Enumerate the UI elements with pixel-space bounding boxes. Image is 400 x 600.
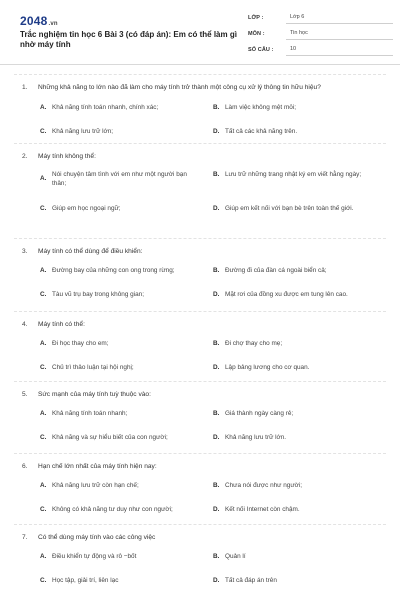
- meta-row-class: [248, 10, 393, 26]
- option-letter: B.: [213, 104, 220, 111]
- answer-option-b[interactable]: [213, 267, 383, 276]
- answer-option-c[interactable]: [40, 577, 210, 586]
- answer-option-c[interactable]: [40, 205, 202, 214]
- option-text: Đi chợ thay cho mẹ;: [225, 340, 283, 347]
- answer-option-c[interactable]: [40, 291, 210, 300]
- meta-label: SỐ CÂU :: [248, 47, 274, 53]
- option-letter: D.: [213, 291, 220, 298]
- option-letter: D.: [213, 128, 220, 135]
- option-text: Khả năng lưu trữ lớn;: [52, 128, 114, 135]
- option-text: Lưu trữ những trang nhật ký em viết hằng ngày;: [225, 171, 362, 178]
- option-text: Khả năng lưu trữ lớn.: [225, 434, 287, 441]
- option-text: Khả năng tính toán nhanh;: [52, 410, 128, 417]
- answer-option-d[interactable]: [213, 434, 383, 443]
- meta-value: Tin học: [286, 29, 393, 40]
- option-text: Điều khiển tự động và rô −bốt: [52, 553, 137, 560]
- question-number: 6.: [22, 463, 28, 470]
- logo-text: 2048: [20, 14, 48, 28]
- question-text: [22, 390, 382, 399]
- option-letter: B.: [213, 553, 220, 560]
- question-label: Máy tính có thể dùng để điều khiển:: [38, 248, 143, 255]
- answer-option-d[interactable]: [213, 128, 383, 137]
- answer-option-b[interactable]: [213, 104, 383, 113]
- meta-label: MÔN :: [248, 31, 265, 37]
- answer-option-a[interactable]: [40, 104, 210, 113]
- question-label: Máy tính có thể:: [38, 321, 85, 328]
- answer-option-b[interactable]: [213, 340, 383, 349]
- answer-option-c[interactable]: [40, 364, 210, 373]
- option-letter: D.: [213, 577, 220, 584]
- answer-option-b[interactable]: [213, 410, 383, 419]
- option-text: Tàu vũ trụ bay trong không gian;: [52, 291, 145, 298]
- option-letter: A.: [40, 340, 47, 347]
- meta-value: 10: [286, 45, 393, 56]
- question-label: Có thể dùng máy tính vào các công việc: [38, 534, 156, 541]
- option-letter: C.: [40, 506, 47, 513]
- option-letter: D.: [213, 506, 220, 513]
- option-letter: C.: [40, 291, 47, 298]
- question-number: 1.: [22, 84, 28, 91]
- question-number: 3.: [22, 248, 28, 255]
- option-letter: B.: [213, 267, 220, 274]
- question-label: Máy tính không thể:: [38, 153, 96, 160]
- answer-option-c[interactable]: [40, 128, 210, 137]
- answer-option-a[interactable]: [40, 410, 210, 419]
- question-text: [22, 533, 382, 542]
- option-text: Quản lí: [225, 553, 246, 560]
- question-divider: [14, 381, 386, 382]
- option-letter: A.: [40, 482, 47, 489]
- option-letter: A.: [40, 267, 47, 274]
- site-logo[interactable]: [20, 14, 58, 28]
- question-text: [22, 247, 382, 256]
- page-title: Trắc nghiệm tin học 6 Bài 3 (có đáp án): Em có thể làm gì nhờ máy tính: [20, 30, 237, 49]
- option-letter: C.: [40, 205, 47, 212]
- question-divider: [14, 311, 386, 312]
- option-text: Khả năng lưu trữ còn hạn chế;: [52, 482, 139, 489]
- option-text: Làm việc không mệt mỏi;: [225, 104, 297, 111]
- option-text: Khả năng và sự hiểu biết của con người;: [52, 434, 168, 441]
- answer-option-a[interactable]: [40, 482, 210, 491]
- option-text: Không có khả năng tư duy như con người;: [52, 506, 173, 513]
- answer-option-c[interactable]: [40, 506, 210, 515]
- page-header: [0, 0, 400, 65]
- answer-option-a[interactable]: [40, 340, 210, 349]
- meta-row-count: [248, 42, 393, 58]
- option-text: Tất cả các khả năng trên.: [225, 128, 298, 135]
- option-text: Giúp em kết nối với bạn bè trên toàn thế giới.: [225, 205, 354, 212]
- option-letter: A.: [40, 104, 47, 111]
- answer-option-d[interactable]: [213, 291, 383, 300]
- answer-option-b[interactable]: [213, 553, 383, 562]
- option-text: Học tập, giải trí, liên lạc: [52, 577, 119, 584]
- option-text: Đường đi của đàn cá ngoài biển cả;: [225, 267, 327, 274]
- question-text: [22, 83, 382, 92]
- question-label: Những khả năng to lớn nào đã làm cho máy tính trở thành một công cụ xử lý thông tin hữu hiệu?: [38, 84, 321, 91]
- answer-option-a[interactable]: [40, 171, 202, 188]
- question-label: Hạn chế lớn nhất của máy tính hiện nay:: [38, 463, 157, 470]
- option-text: Chủ trì thảo luận tại hội nghị;: [52, 364, 134, 371]
- option-letter: D.: [213, 434, 220, 441]
- option-text: Đi học thay cho em;: [52, 340, 109, 347]
- question-divider: [14, 453, 386, 454]
- option-text: Giá thành ngày càng rẻ;: [225, 410, 294, 417]
- option-letter: A.: [40, 553, 47, 560]
- option-letter: D.: [213, 364, 220, 371]
- answer-option-b[interactable]: [213, 171, 375, 180]
- question-divider: [14, 524, 386, 525]
- option-letter: A.: [40, 175, 47, 183]
- answer-option-a[interactable]: [40, 553, 210, 562]
- option-text: Khả năng tính toán nhanh, chính xác;: [52, 104, 159, 111]
- option-letter: B.: [213, 340, 220, 347]
- answer-option-d[interactable]: [213, 205, 375, 214]
- answer-option-d[interactable]: [213, 577, 383, 586]
- question-number: 2.: [22, 153, 28, 160]
- question-label: Sức mạnh của máy tính tuỳ thuộc vào:: [38, 391, 151, 398]
- option-text: Mặt rơi của đồng xu được em tung lên cao.: [225, 291, 348, 298]
- meta-label: LỚP :: [248, 15, 264, 21]
- header-divider: [14, 74, 386, 75]
- logo-suffix: .vn: [48, 21, 58, 27]
- option-letter: B.: [213, 410, 220, 417]
- quiz-meta: [248, 10, 393, 58]
- option-letter: B.: [213, 171, 220, 178]
- option-text: Chưa nói được như người;: [225, 482, 303, 489]
- answer-option-a[interactable]: [40, 267, 210, 276]
- meta-row-subject: [248, 26, 393, 42]
- answer-option-d[interactable]: [213, 364, 383, 373]
- option-text: Giúp em học ngoại ngữ;: [52, 205, 121, 212]
- option-text: Kết nối Internet còn chậm.: [225, 506, 300, 513]
- option-letter: C.: [40, 128, 47, 135]
- option-letter: D.: [213, 205, 220, 212]
- option-letter: C.: [40, 434, 47, 441]
- option-letter: A.: [40, 410, 47, 417]
- question-number: 7.: [22, 534, 28, 541]
- question-text: [22, 320, 382, 329]
- question-text: [22, 462, 382, 471]
- option-text: Lập bảng lương cho cơ quan.: [225, 364, 310, 371]
- question-divider: [14, 238, 386, 239]
- question-number: 4.: [22, 321, 28, 328]
- question-divider: [14, 143, 386, 144]
- option-text: Đường bay của những con ong trong rừng;: [52, 267, 175, 274]
- option-letter: C.: [40, 364, 47, 371]
- answer-option-b[interactable]: [213, 482, 383, 491]
- answer-option-d[interactable]: [213, 506, 383, 515]
- question-text: [22, 152, 382, 161]
- option-text: Nói chuyện tâm tình với em như một người bạn thân;: [52, 171, 187, 187]
- question-number: 5.: [22, 391, 28, 398]
- option-text: Tất cả đáp án trên: [225, 577, 277, 584]
- answer-option-c[interactable]: [40, 434, 210, 443]
- option-letter: B.: [213, 482, 220, 489]
- option-letter: C.: [40, 577, 47, 584]
- meta-value: Lớp 6: [286, 13, 393, 24]
